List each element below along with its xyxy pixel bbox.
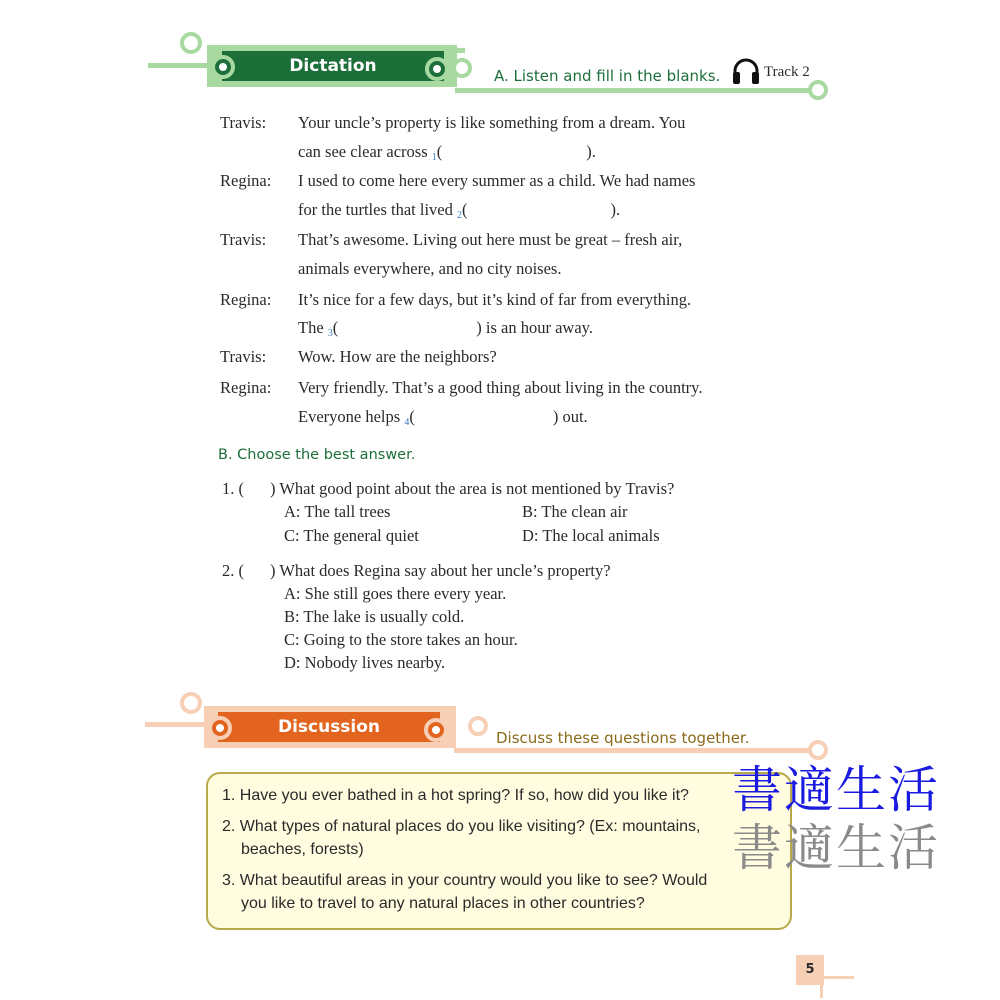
discussion-question [222, 784, 689, 807]
dialogue-line [298, 142, 596, 163]
question-number: 1. ( [222, 479, 244, 498]
line-text: Everyone helps [298, 407, 405, 426]
dialogue-line: Your uncle’s property is like something from a dream. You [298, 113, 686, 132]
blank-open: ( [409, 407, 415, 426]
speaker-label: Regina: [220, 171, 272, 190]
discussion-banner-line-left [145, 722, 207, 727]
blank-number: 2 [457, 210, 462, 221]
dialogue-line: It’s nice for a few days, but it’s kind of far from everything. [298, 290, 692, 309]
dialogue-line [298, 200, 620, 221]
discussion-ring-decoration [424, 718, 448, 742]
dictation-instruction: A. Listen and fill in the blanks. [494, 67, 721, 85]
discussion-question [222, 815, 700, 861]
blank-number: 4 [404, 417, 410, 428]
speaker-label: Regina: [220, 290, 272, 309]
answer-option: C: The general quiet [284, 526, 419, 545]
question-number: 2. ( [222, 561, 244, 580]
line-text: The [298, 318, 328, 337]
page-number-line [822, 976, 854, 979]
dialogue-line: That’s awesome. Living out here must be great – fresh air, [298, 230, 683, 249]
line-text: can see clear across [298, 142, 432, 161]
blank-close: ). [610, 200, 621, 219]
blank-close: ) [552, 407, 559, 426]
blank-open: ( [332, 318, 339, 337]
blank-open: ( [462, 200, 468, 219]
question-2 [222, 561, 611, 581]
discussion-title: Discussion [218, 712, 440, 742]
dialogue-line: Very friendly. That’s a good thing about living in the country. [298, 378, 703, 397]
speaker-label: Travis: [220, 113, 267, 132]
answer-option: A: The tall trees [284, 502, 391, 521]
answer-option: D: Nobody lives nearby. [284, 653, 446, 672]
speaker-label: Regina: [220, 378, 272, 397]
answer-option: B: The lake is usually cold. [284, 607, 465, 626]
page-number: 5 [796, 955, 824, 985]
discussion-ring-decoration [468, 716, 488, 736]
section-b-instruction: B. Choose the best answer. [218, 447, 416, 463]
answer-option: A: She still goes there every year. [284, 584, 507, 603]
discussion-question-line: you like to travel to any natural places in other countries? [241, 895, 645, 912]
dictation-ring-decoration [180, 32, 202, 54]
discussion-question-line: 3. What beautiful areas in your country would you like to see? Would [222, 872, 708, 889]
line-text: for the turtles that lived [298, 200, 457, 219]
watermark-text: 書適生活 [732, 819, 940, 877]
blank-close: ) [476, 318, 482, 337]
dialogue-line [298, 318, 593, 339]
speaker-label: Travis: [220, 230, 267, 249]
line-text: out. [558, 407, 588, 426]
discussion-ring-decoration [208, 716, 232, 740]
blank-number: 3 [327, 328, 333, 339]
dictation-banner-line-right [455, 88, 815, 93]
question-stem: ) What good point about the area is not mentioned by Travis? [270, 479, 675, 498]
discussion-instruction: Discuss these questions together. [496, 729, 750, 747]
blank-number: 1 [431, 152, 437, 163]
headphones-icon [731, 57, 761, 85]
discussion-question-line: 2. What types of natural places do you like visiting? (Ex: mountains, [222, 818, 701, 835]
question-1 [222, 479, 674, 499]
dictation-banner-line-left [148, 63, 208, 68]
answer-option: B: The clean air [522, 502, 628, 521]
answer-option: D: The local animals [522, 526, 660, 545]
dialogue-line: I used to come here every summer as a child. We had names [298, 171, 696, 190]
discussion-question-line: 1. Have you ever bathed in a hot spring? If so, how did you like it? [222, 787, 689, 804]
blank-open: ( [436, 142, 443, 161]
watermark-text: 書適生活 [732, 761, 940, 819]
discussion-question [222, 869, 707, 915]
dialogue-line [298, 407, 588, 428]
speaker-label: Travis: [220, 347, 267, 366]
dictation-ring-decoration [425, 57, 449, 81]
track-label: Track 2 [764, 64, 810, 80]
question-stem: ) What does Regina say about her uncle’s property? [270, 561, 611, 580]
line-text: is an hour away. [481, 318, 593, 337]
dictation-ring-decoration [808, 80, 828, 100]
dictation-title: Dictation [222, 51, 444, 81]
dictation-ring-decoration [211, 55, 235, 79]
dialogue-line: animals everywhere, and no city noises. [298, 259, 562, 278]
answer-option: C: Going to the store takes an hour. [284, 630, 518, 649]
blank-close: ). [586, 142, 596, 161]
discussion-ring-decoration [180, 692, 202, 714]
discussion-question-line: beaches, forests) [241, 841, 364, 858]
dictation-ring-decoration [452, 58, 472, 78]
dialogue-line: Wow. How are the neighbors? [298, 347, 497, 366]
